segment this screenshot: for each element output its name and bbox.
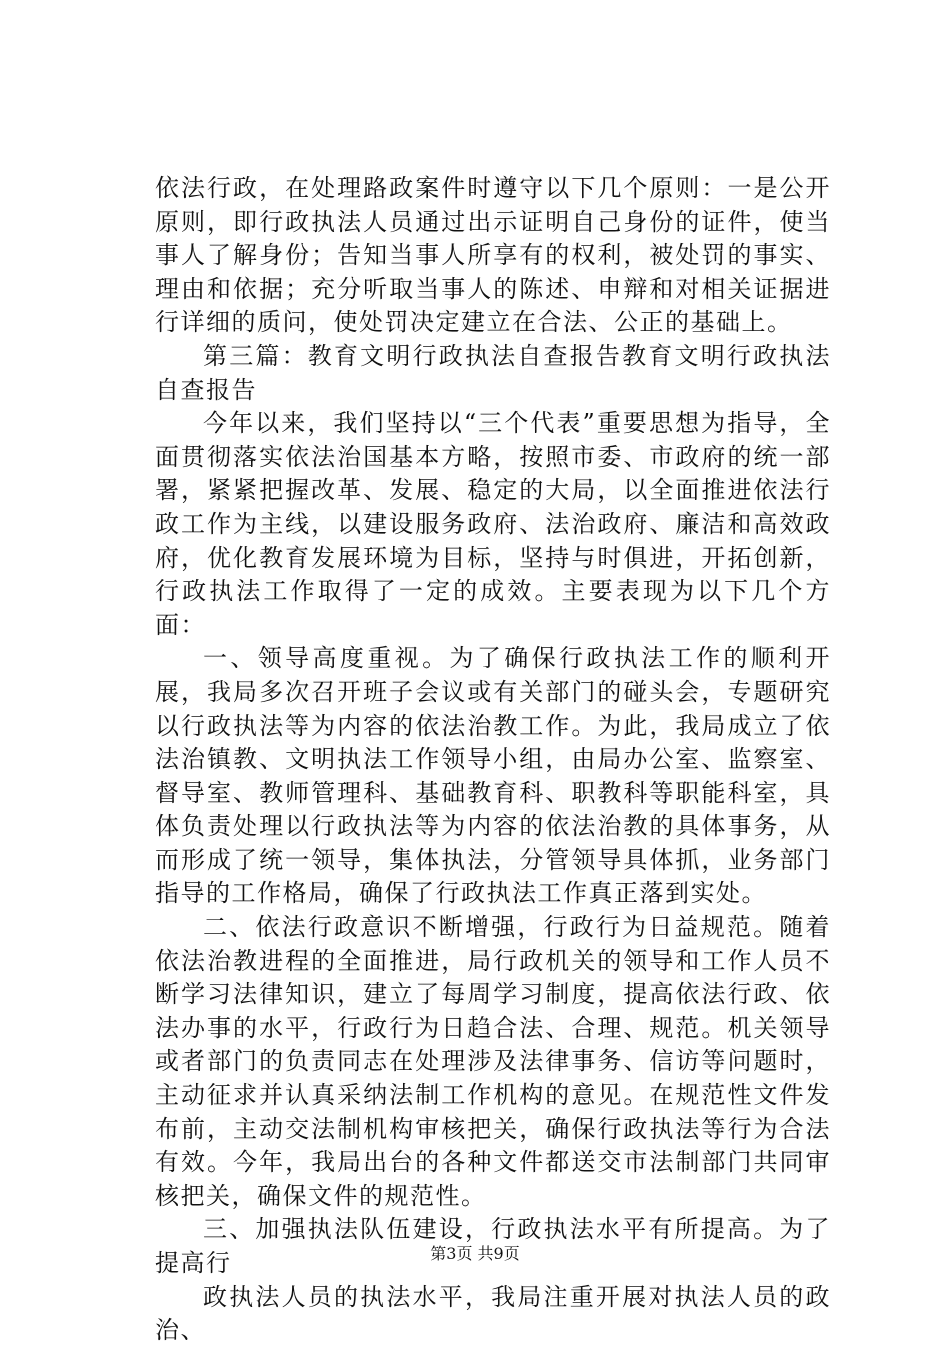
paragraph-point-one: 一、领导高度重视。为了确保行政执法工作的顺利开展，我局多次召开班子会议或有关部门的碰头会，专题研究以行政执法等为内容的依法治教工作。为此，我局成立了依法治镇教、文明执法工作领导小组，由局办公室、监察室、督导室、教师管理科、基础教育科、职教科等职能科室，具体负责处理以行政执法等为内容的依法治教的具体事务，从而形成了统一领导，集体执法，分管领导具体抓，业务部门指导的工作格局，确保了行政执法工作真正落到实处。 — [155, 644, 831, 908]
paragraph-point-three: 三、加强执法队伍建设，行政执法水平有所提高。为了提高行 — [155, 1215, 831, 1277]
page-number-footer: 第3页 共9页 — [430, 1244, 520, 1263]
paragraph-continuation: 依法行政，在处理路政案件时遵守以下几个原则：一是公开原则，即行政执法人员通过出示证明自己身份的证件，使当事人了解身份；告知当事人所享有的权利，被处罚的事实、理由和依据；充分听取当事人的陈述、申辩和对相关证据进行详细的质问，使处罚决定建立在合法、公正的基础上。 — [155, 174, 831, 337]
paragraph-point-three-continued: 政执法人员的执法水平，我局注重开展对执法人员的政治、 — [155, 1282, 831, 1345]
paragraph-point-two: 二、依法行政意识不断增强，行政行为日益规范。随着依法治教进程的全面推进，局行政机关的领导和工作人员不断学习法律知识，建立了每周学习制度，提高依法行政、依法办事的水平，行政行为日趋合法、合理、规范。机关领导或者部门的负责同志在处理涉及法律事务、信访等问题时，主动征求并认真采纳法制工作机构的意见。在规范性文件发布前，主动交法制机构审核把关，确保行政执法等行为合法有效。今年，我局出台的各种文件都送交市法制部门共同审核把关，确保文件的规范性。 — [155, 913, 831, 1210]
section-heading: 第三篇：教育文明行政执法自查报告教育文明行政执法自查报告 — [155, 341, 831, 404]
paragraph-intro: 今年以来，我们坚持以“三个代表”重要思想为指导，全面贯彻落实依法治国基本方略，按照市委、市政府的统一部署，紧紧把握改革、发展、稳定的大局，以全面推进依法行政工作为主线，以建设服务政府、法治政府、廉洁和高效政府，优化教育发展环境为目标，坚持与时俱进，开拓创新，行政执法工作取得了一定的成效。主要表现为以下几个方面： — [155, 409, 831, 639]
body-text — [155, 172, 831, 1348]
